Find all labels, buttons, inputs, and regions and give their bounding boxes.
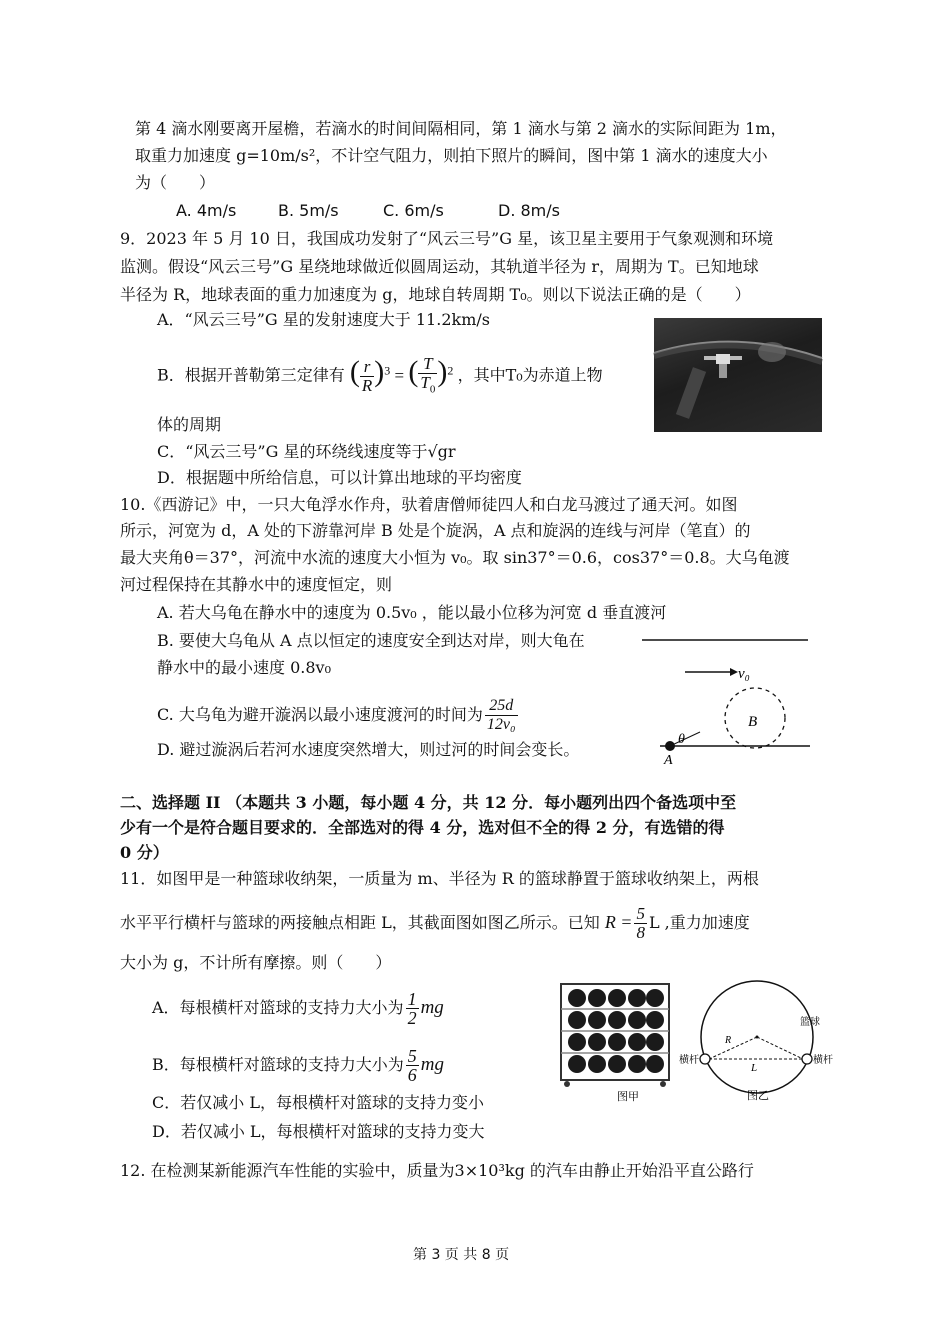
wheel-icon xyxy=(660,1081,666,1087)
v0-label: v₀ xyxy=(738,666,750,682)
radius-line xyxy=(709,1037,757,1059)
q11-option-c: C．若仅减小 L，每根横杆对篮球的支持力变小 xyxy=(152,1093,484,1112)
q10-option-b-line2: 静水中的最小速度 0.8v₀ xyxy=(157,658,331,677)
q10-line4: 河过程保持在其静水中的速度恒定，则 xyxy=(120,575,393,594)
fraction-denominator: 8 xyxy=(636,923,645,942)
q11-line3: 大小为 g，不计所有摩擦。则（ ） xyxy=(120,953,392,972)
q8-line2: 取重力加速度 g=10m/s²，不计空气阻力，则拍下照片的瞬间，图中第 1 滴水的速度大小 xyxy=(135,146,768,165)
q8-option-b: B. 5m/s xyxy=(278,201,339,220)
q11-option-d: D．若仅减小 L，每根横杆对篮球的支持力变大 xyxy=(152,1122,485,1141)
q11-option-b-fraction xyxy=(406,1047,419,1084)
q11-line2-fraction xyxy=(634,905,647,942)
q10-line3: 最大夹角θ＝37°，河流中水流的速度大小恒为 v₀。取 sin37°＝0.6，cos37°＝0.8。大乌龟渡 xyxy=(120,548,790,567)
section2-line3: 0 分） xyxy=(120,843,169,862)
point-a-label: A xyxy=(664,753,673,768)
q9-option-b-suffix: ，其中T₀为赤道上物 xyxy=(457,365,603,385)
q8-line1: 第 4 滴水刚要离开屋檐，若滴水的时间间隔相同，第 1 滴水与第 2 滴水的实际间距为 1m， xyxy=(135,119,787,138)
left-bar-circle xyxy=(700,1054,710,1064)
figure-yi-label: 图乙 xyxy=(747,1089,769,1102)
section2-line2: 少有一个是符合题目要求的．全部选对的得 4 分，选对但不全的得 2 分，有选错的得 xyxy=(120,818,725,837)
q10-line2: 所示，河宽为 d，A 处的下游靠河岸 B 处是个旋涡，A 点和旋涡的连线与河岸（笔直）的 xyxy=(120,521,751,540)
q10-option-a: A. 若大乌龟在静水中的速度为 0.5v₀ ，能以最小位移为河宽 d 垂直渡河 xyxy=(157,603,667,622)
q11-option-b xyxy=(152,1047,444,1084)
figure-jia-label: 图甲 xyxy=(617,1090,639,1103)
fraction-numerator: 1 xyxy=(407,989,417,1009)
q9-option-b xyxy=(157,355,603,398)
q11-line1: 11．如图甲是一种篮球收纳架，一质量为 m、半径为 R 的篮球静置于篮球收纳架上，两根 xyxy=(120,869,759,888)
q10-option-c-fraction xyxy=(485,697,518,734)
q10-line1: 10.《西游记》中，一只大龟浮水作舟，驮着唐僧师徒四人和白龙马渡过了通天河。如图 xyxy=(120,495,738,514)
q12-line1: 12. 在检测某新能源汽车性能的实验中，质量为3×10³kg 的汽车由静止开始沿平直公路行 xyxy=(120,1161,754,1180)
q9-option-a: A．“风云三号”G 星的发射速度大于 11.2km/s xyxy=(157,310,490,329)
q11-option-b-suffix: mg xyxy=(420,1054,444,1075)
basketball-label: 篮球 xyxy=(800,1017,820,1028)
left-bar-label: 横杆 xyxy=(679,1055,699,1066)
fraction-denominator: 12v₀ xyxy=(486,716,516,733)
satellite-image-icon xyxy=(654,318,822,432)
chord-label: L xyxy=(751,1062,758,1074)
q11-line2-prefix: 水平平行横杆与篮球的两接触点相距 L，其截面图如图乙所示。已知 xyxy=(120,913,600,932)
fraction-numerator: 25d xyxy=(485,697,518,716)
q9-option-b-prefix: B．根据开普勒第三定律有 xyxy=(157,365,345,385)
q9-option-d: D．根据题中所给信息，可以计算出地球的平均密度 xyxy=(157,468,522,487)
radius-line xyxy=(757,1037,803,1059)
q10-option-d: D. 避过漩涡后若河水速度突然增大，则过河的时间会变长。 xyxy=(157,740,580,759)
page-footer: 第 3 页 共 8 页 xyxy=(413,1247,510,1263)
q9-line3: 半径为 R，地球表面的重力加速度为 g，地球自转周期 T₀。则以下说法正确的是（ ） xyxy=(120,285,751,304)
basketball-rack-figure xyxy=(555,978,685,1103)
kepler-formula: ( $\frac{r}{R}$ )$^3$ = ( $\frac{T}{T_0}$ )$^2$ xyxy=(349,354,454,396)
arrow-head-icon xyxy=(730,668,738,676)
fraction-numerator: 5 xyxy=(407,1046,417,1066)
cross-section-figure xyxy=(679,975,845,1105)
river-diagram xyxy=(640,630,840,770)
right-bar-circle xyxy=(802,1054,812,1064)
q8-option-a: A. 4m/s xyxy=(176,201,237,220)
q8-option-c: C. 6m/s xyxy=(383,201,444,220)
vortex-label: B xyxy=(748,714,758,730)
theta-label: θ xyxy=(678,732,685,747)
section2-line1: 二、选择题 II （本题共 3 小题，每小题 4 分，共 12 分．每小题列出四个备选项中至 xyxy=(120,793,737,812)
wheel-icon xyxy=(564,1081,570,1087)
fraction-denominator: 6 xyxy=(407,1065,417,1085)
q9-option-c: C．“风云三号”G 星的环绕线速度等于√gr xyxy=(157,442,456,461)
fraction-numerator: 5 xyxy=(636,904,645,923)
point-a-dot xyxy=(665,741,675,751)
q10-option-c-prefix: C. 大乌龟为避开漩涡以最小速度渡河的时间为 xyxy=(157,705,483,724)
q11-option-b-prefix: B．每根横杆对篮球的支持力大小为 xyxy=(152,1055,404,1074)
q11-option-a-fraction xyxy=(406,990,419,1027)
q11-option-a-suffix: mg xyxy=(420,997,444,1018)
q9-line2: 监测。假设“风云三号”G 星绕地球做近似圆周运动，其轨道半径为 r，周期为 T。已知地球 xyxy=(120,257,759,276)
q11-line2 xyxy=(120,905,750,942)
q9-option-b-continued: 体的周期 xyxy=(157,415,222,434)
fraction-denominator: 2 xyxy=(407,1008,417,1028)
satellite-photo xyxy=(654,318,822,432)
q8-option-d: D. 8m/s xyxy=(498,201,560,220)
right-bar-label: 横杆 xyxy=(813,1055,833,1066)
q10-option-c xyxy=(157,697,520,734)
radius-label: R xyxy=(725,1035,732,1046)
q11-line2-suffix: L ,重力加速度 xyxy=(648,913,750,932)
q8-line3: 为（ ） xyxy=(135,173,216,192)
q9-line1: 9．2023 年 5 月 10 日，我国成功发射了“风云三号”G 星，该卫星主要用于气象观测和环境 xyxy=(120,229,774,248)
q11-r-equals: R = xyxy=(604,912,633,932)
q10-option-b-line1: B. 要使大乌龟从 A 点以恒定的速度安全到达对岸，则大龟在 xyxy=(157,631,585,650)
q11-option-a xyxy=(152,990,444,1027)
q11-option-a-prefix: A．每根横杆对篮球的支持力大小为 xyxy=(152,998,404,1017)
